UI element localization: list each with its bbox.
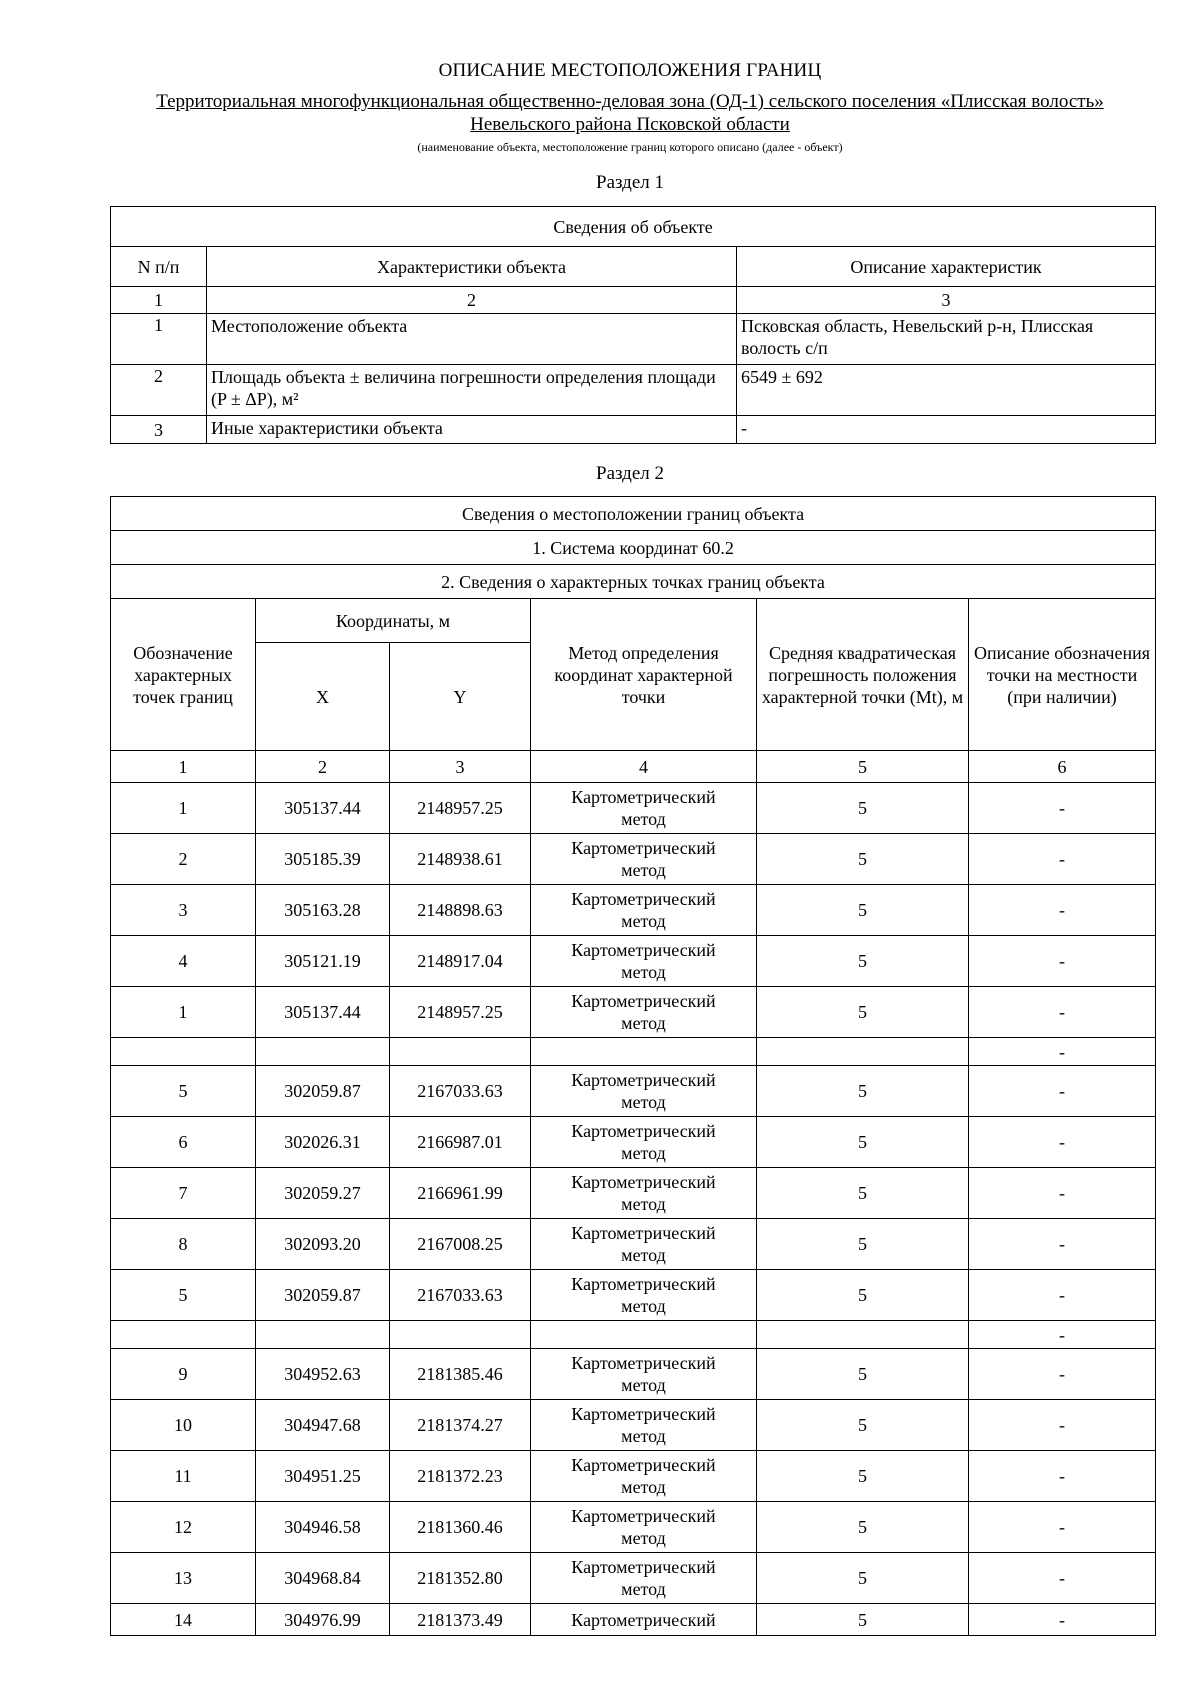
point-description: - (969, 936, 1156, 987)
col-number: 5 (757, 751, 969, 783)
method (531, 1270, 757, 1321)
object-info-title: Сведения об объекте (111, 207, 1156, 247)
point-description: - (969, 1117, 1156, 1168)
method-line: Картометрический (571, 1557, 716, 1577)
method (531, 1168, 757, 1219)
header-number: N п/п (111, 247, 207, 287)
method-line: Картометрический (571, 838, 716, 858)
coord-x: 302059.27 (256, 1168, 390, 1219)
row-characteristic: Местоположение объекта (207, 314, 737, 365)
mt-value: 5 (757, 1604, 969, 1636)
section2-label: Раздел 2 (596, 463, 664, 484)
method-line: Картометрический (571, 1223, 716, 1243)
point-description: - (969, 1219, 1156, 1270)
table-row (111, 1270, 1156, 1321)
method (531, 783, 757, 834)
method-line: метод (621, 1477, 666, 1497)
col-number: 1 (111, 751, 256, 783)
mt-value: 5 (757, 885, 969, 936)
method (531, 1321, 757, 1349)
coord-y: 2181374.27 (390, 1400, 531, 1451)
method-line: Картометрический (571, 787, 716, 807)
point-label: 1 (111, 987, 256, 1038)
coord-x (256, 1321, 390, 1349)
method (531, 1349, 757, 1400)
method (531, 1451, 757, 1502)
mt-value: 5 (757, 1168, 969, 1219)
object-name-line1: Территориальная многофункциональная общественно-деловая зона (ОД-1) сельского поселения «Плисская волость» (156, 91, 1104, 112)
row-value: 6549 ± 692 (737, 365, 1156, 416)
coord-x: 302059.87 (256, 1066, 390, 1117)
point-label (111, 1321, 256, 1349)
row-number: 3 (111, 416, 207, 444)
mt-value: 5 (757, 1270, 969, 1321)
mt-value: 5 (757, 1451, 969, 1502)
table-row (111, 987, 1156, 1038)
method-line: Картометрический (571, 1353, 716, 1373)
method-line: метод (621, 1092, 666, 1112)
point-description: - (969, 885, 1156, 936)
point-label: 5 (111, 1066, 256, 1117)
method-line: метод (621, 1245, 666, 1265)
coord-x: 304976.99 (256, 1604, 390, 1636)
mt-value: 5 (757, 1349, 969, 1400)
method-line: метод (621, 962, 666, 982)
row-characteristic: Площадь объекта ± величина погрешности определения площади (P ± ΔP), м² (207, 365, 737, 416)
coord-x: 302026.31 (256, 1117, 390, 1168)
table-row (111, 1553, 1156, 1604)
header-point: Обозначение характерных точек границ (111, 599, 256, 751)
method-line: Картометрический (571, 1274, 716, 1294)
header-y: Y (390, 643, 531, 751)
object-note: (наименование объекта, местоположение границ которого описано (далее - объект) (417, 140, 843, 154)
coord-x: 304952.63 (256, 1349, 390, 1400)
points-title: 2. Сведения о характерных точках границ объекта (111, 565, 1156, 599)
coord-y: 2181360.46 (390, 1502, 531, 1553)
coord-x: 304968.84 (256, 1553, 390, 1604)
coord-y: 2181385.46 (390, 1349, 531, 1400)
method (531, 1604, 757, 1636)
object-info-table (110, 206, 1156, 444)
boundary-table-title: Сведения о местоположении границ объекта (111, 497, 1156, 531)
section1-label: Раздел 1 (596, 172, 664, 193)
table-row (111, 834, 1156, 885)
method-line: Картометрический (571, 991, 716, 1011)
point-label: 9 (111, 1349, 256, 1400)
point-description: - (969, 1553, 1156, 1604)
point-description: - (969, 1321, 1156, 1349)
coord-x: 305163.28 (256, 885, 390, 936)
mt-value (757, 1321, 969, 1349)
method (531, 885, 757, 936)
method-line: метод (621, 1375, 666, 1395)
method (531, 1400, 757, 1451)
method-line: Картометрический (571, 889, 716, 909)
row-value: - (737, 416, 1156, 444)
table-row (111, 1451, 1156, 1502)
method-line: метод (621, 1143, 666, 1163)
points-body (111, 783, 1156, 1636)
coord-y: 2167033.63 (390, 1066, 531, 1117)
header-x: X (256, 643, 390, 751)
coord-y: 2181373.49 (390, 1604, 531, 1636)
row-number: 1 (111, 314, 207, 365)
header-characteristic: Характеристики объекта (207, 247, 737, 287)
point-description: - (969, 1502, 1156, 1553)
table-row (111, 783, 1156, 834)
boundary-points-table (110, 496, 1156, 1636)
method (531, 987, 757, 1038)
table-row (111, 1604, 1156, 1636)
table-row (111, 1321, 1156, 1349)
coord-x: 305121.19 (256, 936, 390, 987)
col-number: 3 (390, 751, 531, 783)
method-line: метод (621, 911, 666, 931)
header-point-description: Описание обозначения точки на местности (при наличии) (969, 599, 1156, 751)
point-label: 5 (111, 1270, 256, 1321)
point-description: - (969, 1400, 1156, 1451)
point-label: 13 (111, 1553, 256, 1604)
point-label: 8 (111, 1219, 256, 1270)
coord-x: 305137.44 (256, 783, 390, 834)
row-value: Псковская область, Невельский р-н, Плисская волость с/п (737, 314, 1156, 365)
method (531, 834, 757, 885)
mt-value: 5 (757, 834, 969, 885)
table-row (111, 1502, 1156, 1553)
coord-y: 2166987.01 (390, 1117, 531, 1168)
point-description: - (969, 1038, 1156, 1066)
coord-x (256, 1038, 390, 1066)
coord-x: 302093.20 (256, 1219, 390, 1270)
col-number: 4 (531, 751, 757, 783)
point-label: 4 (111, 936, 256, 987)
point-label: 14 (111, 1604, 256, 1636)
coord-x: 302059.87 (256, 1270, 390, 1321)
col-number: 1 (111, 287, 207, 314)
mt-value: 5 (757, 1400, 969, 1451)
table-row (111, 1168, 1156, 1219)
method-line: Картометрический (571, 1506, 716, 1526)
method-line: Картометрический (571, 1455, 716, 1475)
row-number: 2 (111, 365, 207, 416)
coord-x: 304947.68 (256, 1400, 390, 1451)
point-label: 2 (111, 834, 256, 885)
point-description: - (969, 987, 1156, 1038)
coord-x: 305185.39 (256, 834, 390, 885)
table-row (111, 416, 1156, 444)
col-number: 2 (207, 287, 737, 314)
mt-value: 5 (757, 936, 969, 987)
point-description: - (969, 783, 1156, 834)
table-row (111, 365, 1156, 416)
header-description: Описание характеристик (737, 247, 1156, 287)
coord-y: 2181372.23 (390, 1451, 531, 1502)
table-row (111, 885, 1156, 936)
method-line: Картометрический (571, 1121, 716, 1141)
point-description: - (969, 834, 1156, 885)
table-row (111, 1117, 1156, 1168)
coord-x: 305137.44 (256, 987, 390, 1038)
method (531, 1066, 757, 1117)
mt-value: 5 (757, 1066, 969, 1117)
point-label: 6 (111, 1117, 256, 1168)
point-label: 11 (111, 1451, 256, 1502)
method-line: Картометрический (571, 1404, 716, 1424)
mt-value: 5 (757, 1219, 969, 1270)
method-line: Картометрический (571, 1070, 716, 1090)
coord-y: 2148898.63 (390, 885, 531, 936)
col-number: 3 (737, 287, 1156, 314)
method-line: Картометрический (571, 1609, 716, 1630)
method-line: метод (621, 1426, 666, 1446)
table-row (111, 1038, 1156, 1066)
point-label: 12 (111, 1502, 256, 1553)
table-row (111, 1400, 1156, 1451)
method-line: метод (621, 809, 666, 829)
table-row (111, 1349, 1156, 1400)
coord-y: 2167033.63 (390, 1270, 531, 1321)
header-method: Метод определения координат характерной точки (531, 599, 757, 751)
table-row (111, 936, 1156, 987)
table-row (111, 1219, 1156, 1270)
point-description: - (969, 1451, 1156, 1502)
col-number: 6 (969, 751, 1156, 783)
document-title: ОПИСАНИЕ МЕСТОПОЛОЖЕНИЯ ГРАНИЦ (438, 60, 822, 81)
coordinate-system: 1. Система координат 60.2 (111, 531, 1156, 565)
mt-value: 5 (757, 1117, 969, 1168)
method-line: Картометрический (571, 940, 716, 960)
method-line: метод (621, 1194, 666, 1214)
point-description: - (969, 1168, 1156, 1219)
point-label: 1 (111, 783, 256, 834)
mt-value: 5 (757, 1553, 969, 1604)
coord-y: 2148938.61 (390, 834, 531, 885)
coord-y: 2148917.04 (390, 936, 531, 987)
coord-y: 2167008.25 (390, 1219, 531, 1270)
table-row (111, 314, 1156, 365)
coord-x: 304951.25 (256, 1451, 390, 1502)
coord-y (390, 1321, 531, 1349)
row-characteristic: Иные характеристики объекта (207, 416, 737, 444)
coord-y: 2148957.25 (390, 987, 531, 1038)
method (531, 1038, 757, 1066)
method (531, 1219, 757, 1270)
object-name (0, 90, 1200, 136)
object-name-line2: Невельского района Псковской области (470, 114, 790, 135)
point-description: - (969, 1604, 1156, 1636)
method-line: метод (621, 1579, 666, 1599)
coord-y: 2166961.99 (390, 1168, 531, 1219)
point-label: 10 (111, 1400, 256, 1451)
coord-y (390, 1038, 531, 1066)
method-line: метод (621, 860, 666, 880)
method-line: метод (621, 1013, 666, 1033)
coord-y: 2148957.25 (390, 783, 531, 834)
method (531, 1502, 757, 1553)
point-description: - (969, 1066, 1156, 1117)
coord-y: 2181352.80 (390, 1553, 531, 1604)
header-mt: Средняя квадратическая погрешность положения характерной точки (Mt), м (757, 599, 969, 751)
point-description: - (969, 1270, 1156, 1321)
method-line: метод (621, 1528, 666, 1548)
coord-x: 304946.58 (256, 1502, 390, 1553)
mt-value: 5 (757, 987, 969, 1038)
col-number: 2 (256, 751, 390, 783)
mt-value: 5 (757, 783, 969, 834)
point-description: - (969, 1349, 1156, 1400)
method (531, 1117, 757, 1168)
header-coordinates: Координаты, м (256, 599, 531, 643)
method (531, 1553, 757, 1604)
mt-value (757, 1038, 969, 1066)
point-label: 7 (111, 1168, 256, 1219)
table-row (111, 1066, 1156, 1117)
method (531, 936, 757, 987)
mt-value: 5 (757, 1502, 969, 1553)
method-line: Картометрический (571, 1172, 716, 1192)
method-line: метод (621, 1296, 666, 1316)
point-label (111, 1038, 256, 1066)
point-label: 3 (111, 885, 256, 936)
